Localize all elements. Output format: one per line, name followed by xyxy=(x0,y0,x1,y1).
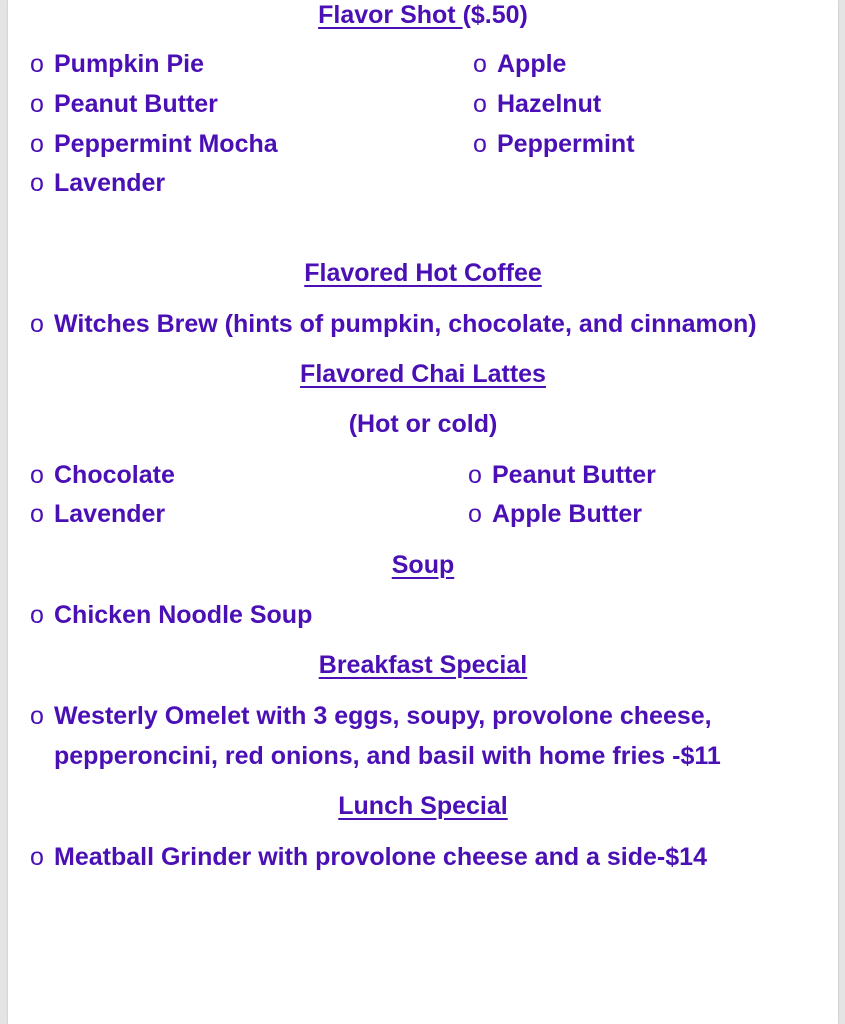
bullet-icon: o xyxy=(30,601,44,629)
chai-lattes-subheading: (Hot or cold) xyxy=(348,410,498,438)
bullet-icon: o xyxy=(473,90,487,118)
bullet-icon: o xyxy=(473,130,487,158)
soup-heading: Soup xyxy=(391,551,455,579)
list-item: o Apple xyxy=(473,50,567,78)
list-item: o Lavender xyxy=(30,500,166,528)
list-item: o Lavender xyxy=(30,169,166,197)
menu-page xyxy=(8,0,838,1024)
list-item: o Hazelnut xyxy=(473,90,602,118)
bullet-icon: o xyxy=(30,843,44,871)
bullet-icon: o xyxy=(30,50,44,78)
list-item-continuation: pepperoncini, red onions, and basil with home fries -$11 xyxy=(54,742,721,770)
bullet-icon: o xyxy=(30,702,44,730)
list-item: o Pumpkin Pie xyxy=(30,50,205,78)
list-item: o Westerly Omelet with 3 eggs, soupy, provolone cheese, xyxy=(30,702,712,730)
list-item: o Chocolate xyxy=(30,461,175,489)
bullet-icon: o xyxy=(473,50,487,78)
bullet-icon: o xyxy=(468,500,482,528)
bullet-icon: o xyxy=(30,310,44,338)
flavor-shot-price: ($.50) xyxy=(462,1,528,29)
flavor-shot-title: Flavor Shot xyxy=(318,1,463,29)
bullet-icon: o xyxy=(468,461,482,489)
flavored-hot-coffee-heading: Flavored Hot Coffee xyxy=(304,259,542,287)
breakfast-special-heading: Breakfast Special xyxy=(318,651,528,679)
bullet-icon: o xyxy=(30,169,44,197)
list-item: o Witches Brew (hints of pumpkin, chocolate, and cinnamon) xyxy=(30,310,757,338)
list-item: o Peanut Butter xyxy=(468,461,656,489)
list-item: o Peanut Butter xyxy=(30,90,218,118)
bullet-icon: o xyxy=(30,130,44,158)
list-item: o Apple Butter xyxy=(468,500,642,528)
list-item: o Peppermint Mocha xyxy=(30,130,278,158)
flavor-shot-heading xyxy=(8,0,838,30)
list-item: o Peppermint xyxy=(473,130,635,158)
flavored-chai-lattes-heading: Flavored Chai Lattes xyxy=(300,360,546,388)
bullet-icon: o xyxy=(30,500,44,528)
list-item: o Chicken Noodle Soup xyxy=(30,601,313,629)
lunch-special-heading: Lunch Special xyxy=(338,792,508,820)
bullet-icon: o xyxy=(30,461,44,489)
list-item: o Meatball Grinder with provolone cheese and a side-$14 xyxy=(30,843,707,871)
bullet-icon: o xyxy=(30,90,44,118)
